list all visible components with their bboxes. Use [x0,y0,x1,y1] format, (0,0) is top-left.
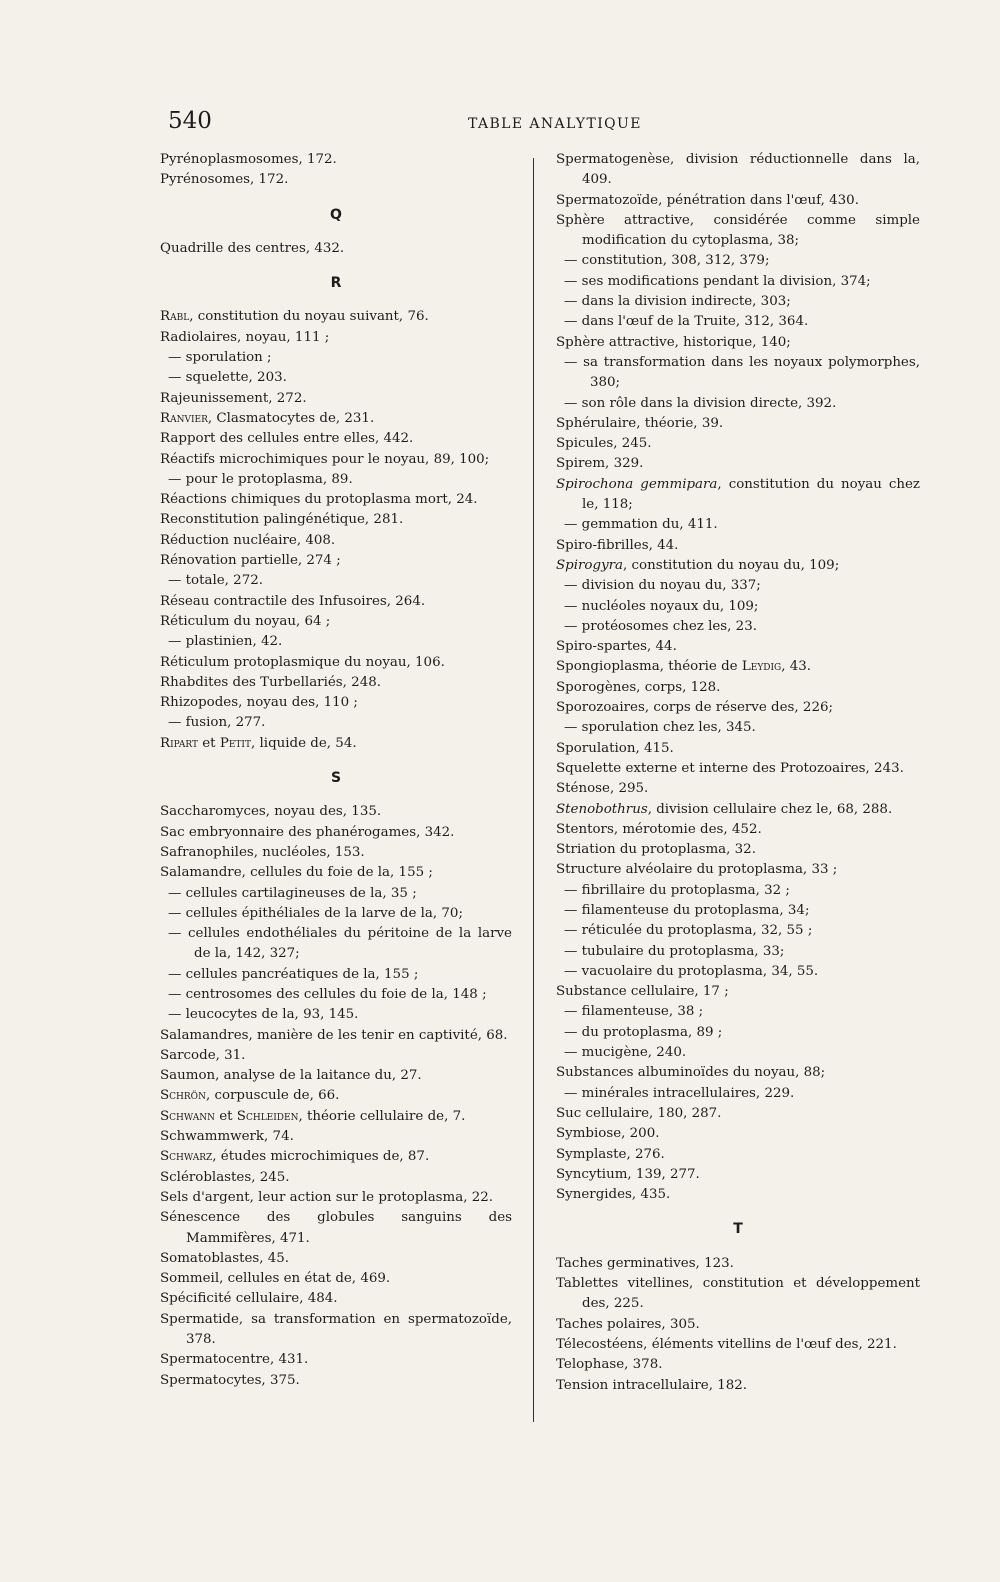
index-entry: Stenobothrus, division cellulaire chez le, 68, 288. [556,801,893,817]
index-entry: Réticulum protoplasmique du noyau, 106. [160,654,445,670]
index-entry: Schwann et Schleiden, théorie cellulaire de, 7. [160,1108,466,1124]
index-entry: Spirogyra, constitution du noyau du, 109; [556,557,840,573]
index-entry: Télecostéens, éléments vitellins de l'œuf des, 221. [556,1336,897,1352]
page-number: 540 [168,108,212,134]
section-letter: Q [330,206,342,223]
index-subentry: — mucigène, 240. [564,1045,687,1061]
column-divider [533,158,534,1422]
index-subentry: — cellules endothéliales du péritoine de la larve de la, 142, 327; [168,926,512,962]
index-entry: Structure alvéolaire du protoplasma, 33 ; [556,862,838,878]
section-letter: R [330,275,342,292]
index-entry: Pyrénoplasmosomes, 172. [160,152,337,167]
index-subentry: — filamenteuse du protoplasma, 34; [564,902,810,918]
index-entry: Substance cellulaire, 17 ; [556,984,729,1000]
index-entry: Squelette externe et interne des Protozoaires, 243. [556,760,904,776]
index-entry: Sarcode, 31. [160,1047,246,1063]
index-entry: Saccharomyces, noyau des, 135. [160,804,382,820]
section-letter: S [330,770,342,787]
index-subentry: — division du noyau du, 337; [564,578,761,594]
index-entry: Salamandre, cellules du foie de la, 155 ; [160,865,433,881]
index-subentry: — filamenteuse, 38 ; [564,1004,704,1020]
index-subentry: — minérales intracellulaires, 229. [564,1085,795,1101]
index-entry: Rhizopodes, noyau des, 110 ; [160,695,358,711]
index-subentry: — sporulation chez les, 345. [564,720,756,736]
index-entry: Taches polaires, 305. [556,1316,700,1332]
section-letter: T [733,1221,743,1238]
index-subentry: — cellules cartilagineuses de la, 35 ; [168,885,417,901]
index-entry: Sténose, 295. [556,781,649,797]
index-entry: Spiro-fibrilles, 44. [556,537,679,553]
index-entry: Tablettes vitellines, constitution et développement des, 225. [556,1276,920,1312]
index-entry: Symplaste, 276. [556,1146,665,1162]
index-entry: Substances albuminoïdes du noyau, 88; [556,1065,826,1081]
index-entry: Réactions chimiques du protoplasma mort, 24. [160,492,478,508]
index-entry: Ripart et Petit, liquide de, 54. [160,735,357,751]
index-subentry: — plastinien, 42. [168,634,283,650]
index-entry: Spirochona gemmipara, constitution du noyau chez le, 118; [556,476,920,513]
index-entry: Réticulum du noyau, 64 ; [160,613,331,629]
index-entry: Spermatocytes, 375. [160,1372,300,1388]
index-entry: Striation du protoplasma, 32. [556,842,756,858]
index-entry: Telophase, 378. [556,1357,663,1373]
index-entry: Rapport des cellules entre elles, 442. [160,431,414,447]
index-entry: Taches germinatives, 123. [556,1255,734,1271]
index-entry: Radiolaires, noyau, 111 ; [160,329,330,345]
index-subentry: — fusion, 277. [168,715,266,731]
index-entry: Rhabdites des Turbellariés, 248. [160,674,381,690]
index-subentry: — constitution, 308, 312, 379; [564,253,770,269]
index-subentry: — squelette, 203. [168,370,287,386]
index-entry: Safranophiles, nucléoles, 153. [160,844,365,860]
index-entry: Schwarz, études microchimiques de, 87. [160,1149,430,1165]
index-entry: Spermatocentre, 431. [160,1352,309,1368]
index-entry: Spongioplasma, théorie de Leydig, 43. [556,659,812,675]
index-subentry: — protéosomes chez les, 23. [564,618,757,634]
index-entry: Sporozoaires, corps de réserve des, 226; [556,700,833,716]
index-entry: Sac embryonnaire des phanérogames, 342. [160,824,455,840]
index-subentry: — son rôle dans la division directe, 392. [564,395,837,411]
index-subentry: — du protoplasma, 89 ; [564,1024,723,1040]
index-column-left [160,150,512,1391]
index-entry: Réduction nucléaire, 408. [160,532,336,548]
index-entry: Sénescence des globules sanguins des Mammifères, 471. [160,1210,512,1246]
index-column-right [556,150,920,1396]
index-subentry: — ses modifications pendant la division, 374; [564,273,871,289]
index-entry: Somatoblastes, 45. [160,1250,290,1266]
index-entry: Réactifs microchimiques pour le noyau, 89, 100; [160,451,490,467]
index-subentry: — vacuolaire du protoplasma, 34, 55. [564,963,819,979]
index-entry: Spermatogenèse, division réductionnelle dans la, 409. [556,152,920,188]
index-entry: Schwammwerk, 74. [160,1129,294,1145]
index-entry: Rénovation partielle, 274 ; [160,553,341,569]
index-entry: Scléroblastes, 245. [160,1169,290,1185]
index-entry: Sels d'argent, leur action sur le protoplasma, 22. [160,1189,494,1205]
index-entry: Sporogènes, corps, 128. [556,679,721,695]
index-entry: Spirem, 329. [556,456,644,472]
index-subentry: — gemmation du, 411. [564,517,718,533]
index-subentry: — cellules épithéliales de la larve de la, 70; [168,905,463,921]
index-entry: Spécificité cellulaire, 484. [160,1291,338,1307]
index-entry: Salamandres, manière de les tenir en captivité, 68. [160,1027,508,1043]
index-entry: Ranvier, Clasmatocytes de, 231. [160,410,375,426]
index-entry: Spiro-spartes, 44. [556,639,677,655]
index-subentry: — dans l'œuf de la Truite, 312, 364. [564,314,809,330]
index-entry: Schrön, corpuscule de, 66. [160,1088,340,1104]
index-entry: Spermatozoïde, pénétration dans l'œuf, 430. [556,192,859,208]
index-entry: Spermatide, sa transformation en spermatozoïde, 378. [160,1311,512,1348]
index-entry: Spicules, 245. [556,436,652,452]
index-entry: Réseau contractile des Infusoires, 264. [160,593,426,609]
index-entry: Sommeil, cellules en état de, 469. [160,1271,391,1287]
index-subentry: — leucocytes de la, 93, 145. [168,1007,359,1023]
index-entry: Syncytium, 139, 277. [556,1166,700,1182]
index-subentry: — dans la division indirecte, 303; [564,294,791,310]
index-subentry: — cellules pancréatiques de la, 155 ; [168,966,419,982]
index-entry: Rabl, constitution du noyau suivant, 76. [160,309,429,325]
index-entry: Sporulation, 415. [556,740,674,756]
index-entry: Reconstitution palingénétique, 281. [160,512,404,528]
index-subentry: — réticulée du protoplasma, 32, 55 ; [564,923,813,939]
index-subentry: — pour le protoplasma, 89. [168,471,353,487]
running-head: TABLE ANALYTIQUE [468,116,642,132]
index-entry: Synergides, 435. [556,1187,671,1203]
index-subentry: — nucléoles noyaux du, 109; [564,598,759,614]
index-entry: Suc cellulaire, 180, 287. [556,1105,722,1121]
index-subentry: — tubulaire du protoplasma, 33; [564,943,785,959]
index-subentry: — sa transformation dans les noyaux polymorphes, 380; [564,354,920,391]
index-entry: Symbiose, 200. [556,1126,660,1142]
index-entry: Saumon, analyse de la laitance du, 27. [160,1068,422,1084]
index-entry: Pyrénosomes, 172. [160,172,289,188]
index-subentry: — sporulation ; [168,350,272,366]
index-subentry: — fibrillaire du protoplasma, 32 ; [564,882,790,898]
index-entry: Sphérulaire, théorie, 39. [556,415,724,431]
index-subentry: — centrosomes des cellules du foie de la, 148 ; [168,986,487,1002]
index-subentry: — totale, 272. [168,573,263,589]
index-entry: Quadrille des centres, 432. [160,240,345,256]
index-entry: Sphère attractive, historique, 140; [556,334,791,350]
index-entry: Sphère attractive, considérée comme simple modification du cytoplasma, 38; [556,212,920,249]
index-entry: Rajeunissement, 272. [160,390,307,406]
index-entry: Stentors, mérotomie des, 452. [556,821,762,837]
index-entry: Tension intracellulaire, 182. [556,1377,748,1393]
